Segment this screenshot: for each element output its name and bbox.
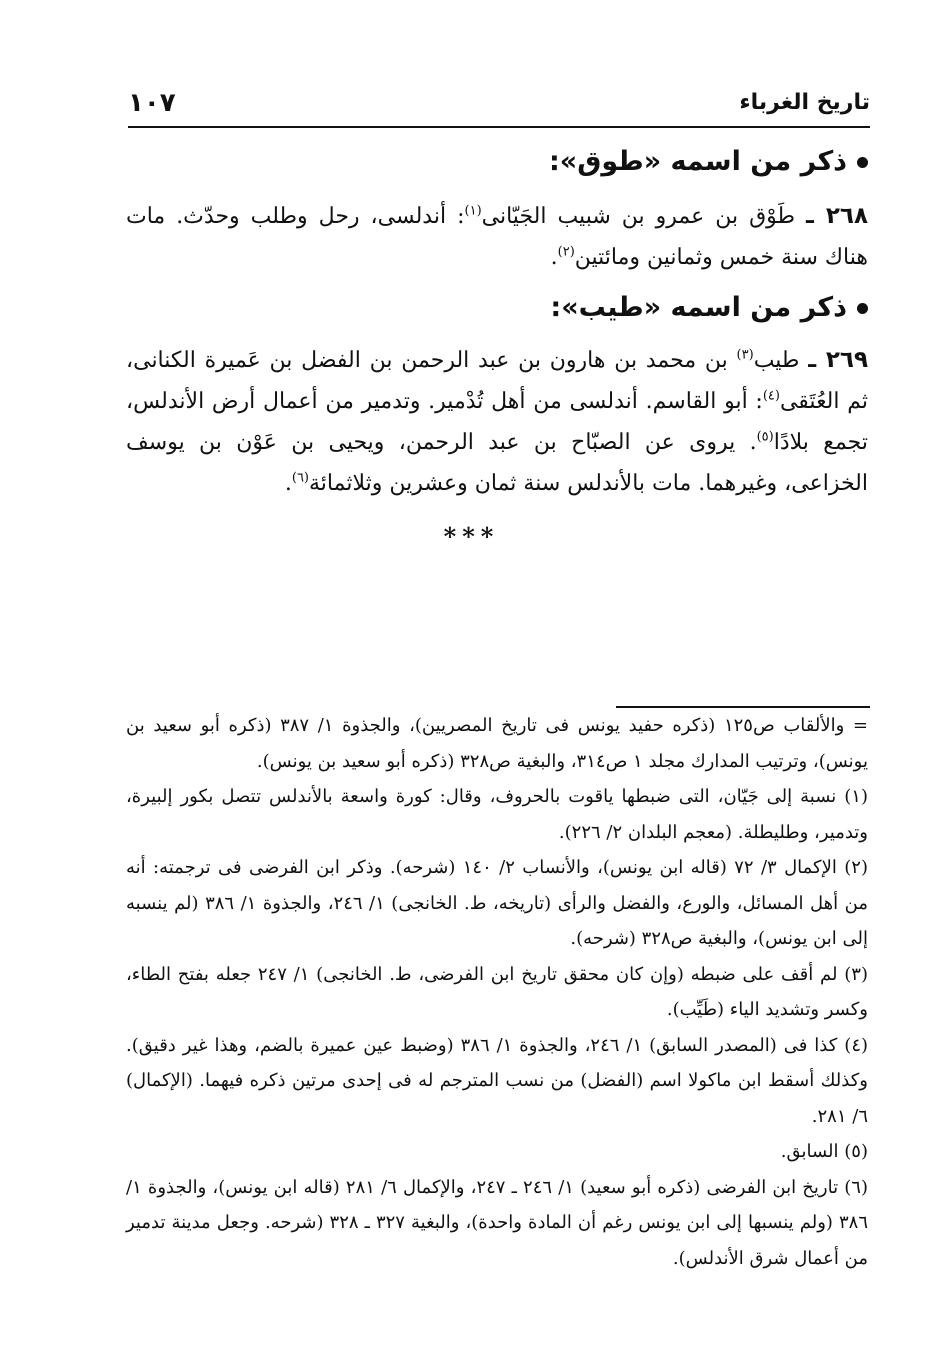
section-separator: *** <box>443 522 500 551</box>
footnote-ref[interactable]: (١) <box>464 203 482 219</box>
entry-text: : أبو القاسم. أندلسى من أهل تُدْمير. وتدمير من أعمال أرض الأندلس، تجمع بلادًا <box>126 389 868 455</box>
footnote-text: نسبة إلى جَيّان، التى ضبطها ياقوت بالحروف، وقال: كورة واسعة بالأندلس تتصل بكور إلبيرة، وتدمير، وطليطلة. (معجم البلدان ٢/ ٢٢٦). <box>126 786 868 843</box>
footnote-number: (٤) <box>844 1034 869 1056</box>
entry-text: طيب <box>753 348 800 373</box>
section-heading-text: ذكر من اسمه «طوق»: <box>548 146 847 177</box>
footnote-ref[interactable]: (٤) <box>762 388 780 404</box>
footnote-ref[interactable]: (٣) <box>736 347 754 363</box>
entry-text: . يروى عن الصبّاح بن عبد الرحمن، ويحيى بن عَوْن بن يوسف الخزاعى، وغيرهما. مات بالأندلس سنة ثمان وعشرين وثلاثمائة <box>126 430 868 496</box>
entry-number: ٢٦٩ ـ <box>808 347 869 373</box>
footnote-ref[interactable]: (٦) <box>291 470 309 486</box>
footnote-number: (٦) <box>844 1176 868 1198</box>
page-number: ١٠٧ <box>128 88 176 118</box>
entry-268 <box>126 196 868 278</box>
entry-text: : أندلسى، رحل وطلب وحدّث. مات هناك سنة خمس وثمانين ومائتين <box>126 204 868 270</box>
footnote-3 <box>126 957 868 1028</box>
entry-text: بن محمد بن هارون بن عبد الرحمن بن الفضل بن عَميرة الكنانى، ثم العُتَقى <box>126 348 868 414</box>
section-heading-text: ذكر من اسمه «طيب»: <box>550 292 847 323</box>
entry-269 <box>126 340 868 504</box>
page-header <box>128 86 870 128</box>
footnote-text: كذا فى (المصدر السابق) ١/ ٢٤٦، والجذوة ١/ ٣٨٦ (وضبط عين عميرة بالضم، وهذا غير دقيق). وكذلك أسقط ابن ماكولا اسم (الفضل) من نسب المترجم له فى إحدى مرتين ذكره فيهما. (الإكمال) ٦/ ٢٨١. <box>126 1034 868 1127</box>
footnote-number: (٥) <box>844 1141 868 1162</box>
footnote-text: تاريخ ابن الفرضى (ذكره أبو سعيد) ١/ ٢٤٦ ـ ٢٤٧، والإكمال ٦/ ٢٨١ (قاله ابن يونس)، والجذوة ١/ ٣٨٦ (ولم ينسبها إلى ابن يونس رغم أن المادة واحدة)، والبغية ٣٢٧ ـ ٣٢٨ (شرحه. وجعل مدينة تدمير من أعمال شرق الأندلس). <box>126 1176 868 1269</box>
footnote-number: (٣) <box>844 963 868 985</box>
footnote-6 <box>126 1170 868 1277</box>
entry-text: . <box>284 471 292 496</box>
footnote-1 <box>126 779 868 850</box>
footnote-continuation <box>126 708 868 779</box>
section-heading-tawq <box>108 144 868 180</box>
running-title: تاريخ الغرباء <box>739 90 870 115</box>
footnote-number: (٢) <box>844 857 868 878</box>
footnote-ref[interactable]: (٢) <box>557 244 575 260</box>
bullet-icon <box>857 303 868 314</box>
footnote-4 <box>126 1028 868 1135</box>
footnote-text: = والألقاب ص١٢٥ (ذكره حفيد يونس فى تاريخ المصريين)، والجذوة ١/ ٣٨٧ (ذكره أبو سعيد بن يونس)، وترتيب المدارك مجلد ١ ص٣١٤، والبغية ص٣٢٨ (ذكره أبو سعيد بن يونس). <box>126 715 869 772</box>
footnote-5 <box>126 1134 868 1170</box>
entry-text: . <box>550 245 558 270</box>
entry-text: طَوْق بن عمرو بن شبيب الجَيّانى <box>481 204 796 229</box>
footnote-number: (١) <box>844 786 868 807</box>
footnote-text: لم أقف على ضبطه (وإن كان محقق تاريخ ابن الفرضى، ط. الخانجى) ١/ ٢٤٧ جعله بفتح الطاء، وكسر وتشديد الياء (طَيِّب). <box>126 963 868 1020</box>
footnote-text: السابق. <box>780 1141 839 1162</box>
footnote-ref[interactable]: (٥) <box>756 429 774 445</box>
footnotes <box>126 708 868 1276</box>
bullet-icon <box>857 157 868 168</box>
section-heading-tayyib <box>108 290 868 326</box>
footnote-text: الإكمال ٣/ ٧٢ (قاله ابن يونس)، والأنساب ٢/ ١٤٠ (شرحه). وذكر ابن الفرضى فى ترجمته: أنه من أهل المسائل، والورع، والفضل والرأى (تاريخه، ط. الخانجى) ١/ ٢٤٦، والجذوة ١/ ٣٨٦ (لم ينسبه إلى ابن يونس)، والبغية ص٣٢٨ (شرحه). <box>126 857 869 949</box>
footnote-2 <box>126 850 868 957</box>
entry-number: ٢٦٨ ـ <box>806 203 869 229</box>
